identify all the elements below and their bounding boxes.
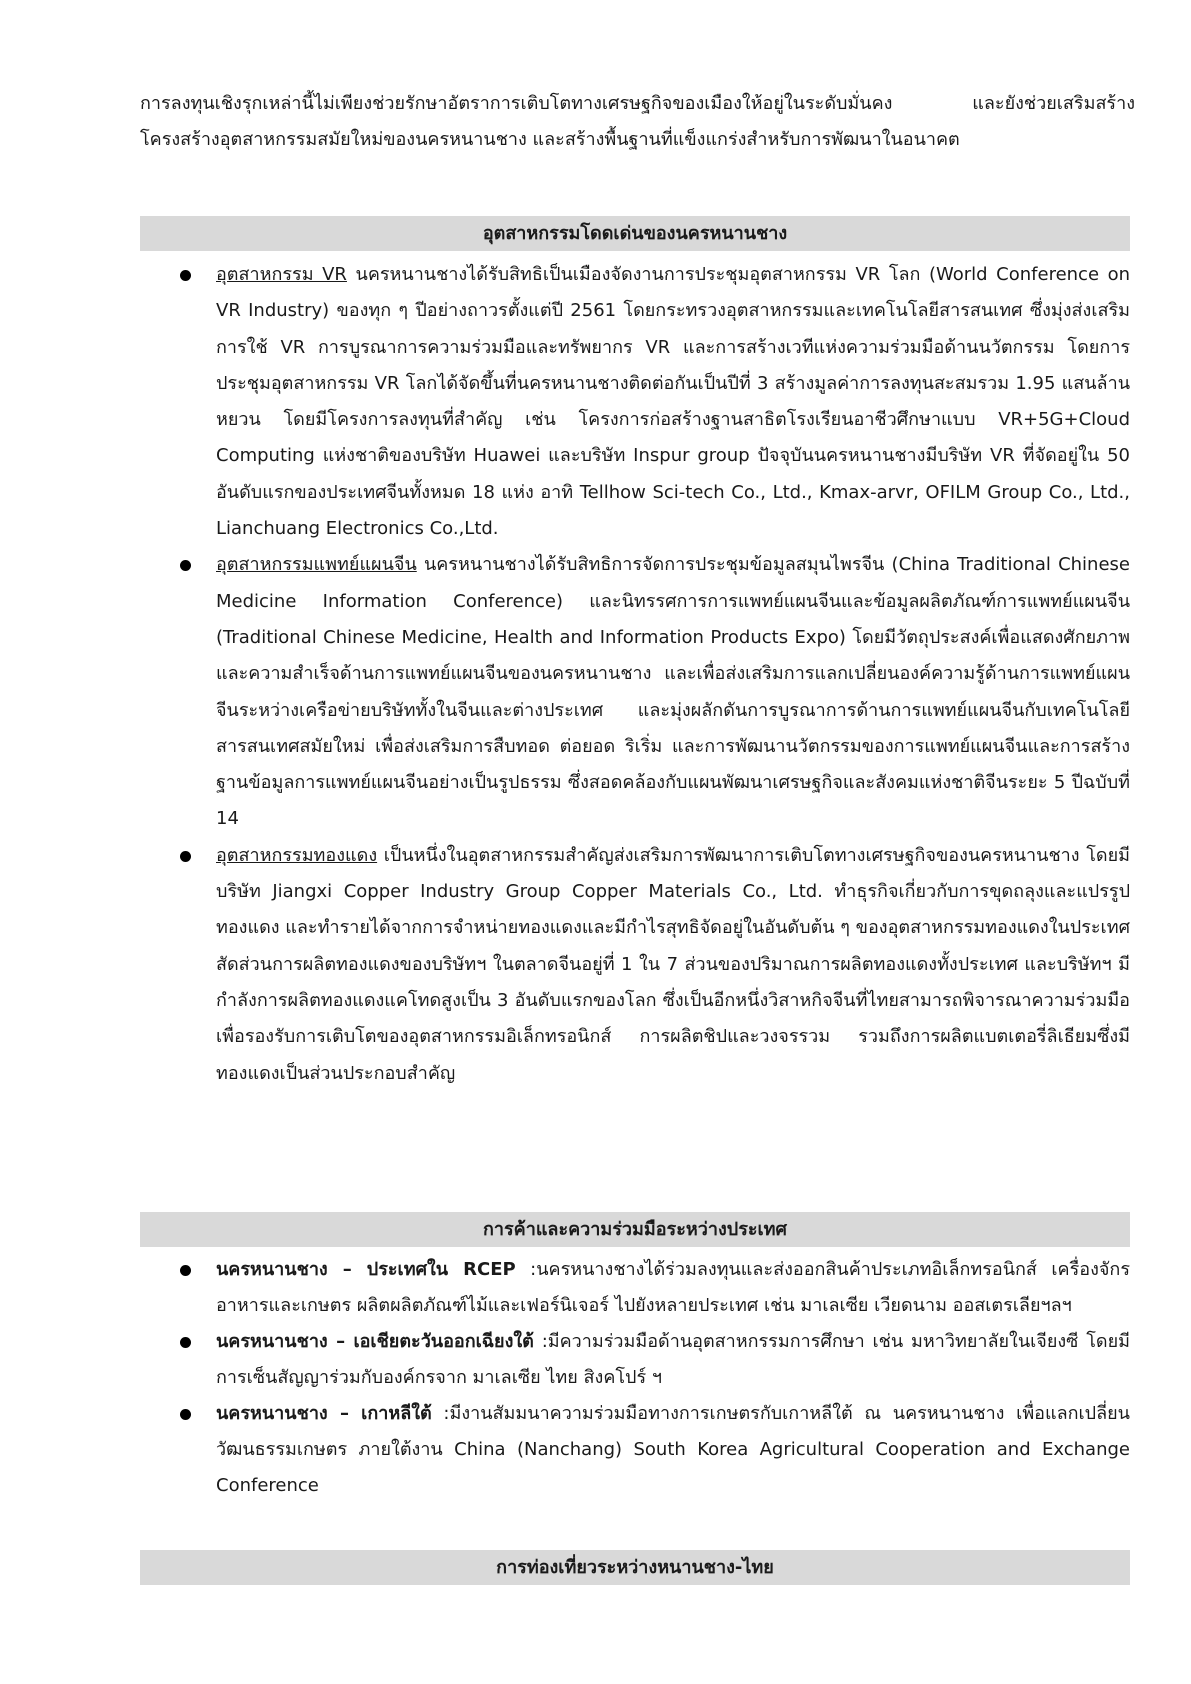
section-header-industries: อุตสาหกรรมโดดเด่นของนครหนานชาง: [140, 216, 1130, 251]
bullet-icon: [180, 1337, 191, 1348]
item-text: นครหนานชางได้รับสิทธิเป็นเมืองจัดงานการประชุมอุตสาหกรรม VR โลก (World Conference on VR Industry) ของทุก ๆ ปีอย่างถาวรตั้งแต่ปี 2561 โดยกระทรวงอุตสาหกรรมและเทคโนโลยีสารสนเทศ ซึ่งมุ่งส่งเสริมการใช้ VR การบูรณาการความร่วมมือและทรัพยากร VR และการสร้างเวทีแห่งความร่วมมือด้านนวัตกรรม โดยการประชุมอุตสาหกรรม VR โลกได้จัดขึ้นที่นครหนานชางติดต่อกันเป็นปีที่ 3 สร้างมูลค่าการลงทุนสะสมรวม 1.95 แสนล้านหยวน โดยมีโครงการลงทุนที่สำคัญ เช่น โครงการก่อสร้างฐานสาธิตโรงเรียนอาชีวศึกษาแบบ VR+5G+Cloud Computing แห่งชาติของบริษัท Huawei และบริษัท Inspur group ปัจจุบันนครหนานชางมีบริษัท VR ที่จัดอยู่ใน 50 อันดับแรกของประเทศจีนทั้งหมด 18 แห่ง อาทิ Tellhow Sci-tech Co., Ltd., Kmax-arvr, OFILM Group Co., Ltd., Lianchuang Electronics Co.,Ltd.: [216, 264, 1131, 540]
item-text: นครหนานชางได้รับสิทธิการจัดการประชุมข้อมูลสมุนไพรจีน (China Traditional Chinese Medicine Information Conference) และนิทรรศการการแพทย์แผนจีนและข้อมูลผลิตภัณฑ์การแพทย์แผนจีน (Traditional Chinese Medicine, Health and Information Products Expo) โดยมีวัตถุประสงค์เพื่อแสดงศักยภาพและความสำเร็จด้านการแพทย์แผนจีนของนครหนานชาง และเพื่อส่งเสริมการแลกเปลี่ยนองค์ความรู้ด้านการแพทย์แผนจีนระหว่างเครือข่ายบริษัททั้งในจีนและต่างประเทศ และมุ่งผลักดันการบูรณาการด้านการแพทย์แผนจีนกับเทคโนโลยีสารสนเทศสมัยใหม่ เพื่อส่งเสริมการสืบทอด ต่อยอด ริเริ่ม และการพัฒนานวัตกรรมของการแพทย์แผนจีนและการสร้างฐานข้อมูลการแพทย์แผนจีนอย่างเป็นรูปธรรม ซึ่งสอดคล้องกับแผนพัฒนาเศรษฐกิจและสังคมแห่งชาติจีนระยะ 5 ปีฉบับที่ 14: [216, 554, 1130, 830]
list-item-tcm: [140, 547, 1130, 837]
list-item-rcep: [140, 1252, 1130, 1324]
item-text: เป็นหนึ่งในอุตสาหกรรมสำคัญส่งเสริมการพัฒนาการเติบโตทางเศรษฐกิจของนครหนานชาง โดยมีบริษัท Jiangxi Copper Industry Group Copper Materials Co., Ltd. ทำธุรกิจเกี่ยวกับการขุดถลุงและแปรรูปทองแดง และทำรายได้จากการจำหน่ายทองแดงและมีกำไรสุทธิจัดอยู่ในอันดับต้น ๆ ของอุตสาหกรรมทองแดงในประเทศ สัดส่วนการผลิตทองแดงของบริษัทฯ ในตลาดจีนอยู่ที่ 1 ใน 7 ส่วนของปริมาณการผลิตทองแดงทั้งประเทศ และบริษัทฯ มีกำลังการผลิตทองแดงแคโทดสูงเป็น 3 อันดับแรกของโลก ซึ่งเป็นอีกหนึ่งวิสาหกิจจีนที่ไทยสามารถพิจารณาความร่วมมือ เพื่อรองรับการเติบโตของอุตสาหกรรมอิเล็กทรอนิกส์ การผลิตชิปและวงจรรวม รวมถึงการผลิตแบตเตอรี่ลิเธียมซึ่งมีทองแดงเป็นส่วนประกอบสำคัญ: [216, 844, 1130, 1084]
item-heading: อุตสาหกรรมแพทย์แผนจีน: [216, 554, 417, 576]
list-item-vr: [140, 257, 1130, 547]
bullet-icon: [180, 1409, 191, 1420]
trade-list: [140, 1252, 1130, 1504]
item-heading: นครหนานชาง – เอเชียตะวันออกเฉียงใต้: [216, 1331, 534, 1352]
bullet-icon: [180, 851, 191, 862]
item-text: :นครหนางชางได้ร่วมลงทุนและส่งออกสินค้าประเภทอิเล็กทรอนิกส์ เครื่องจักร อาหารและเกษตร ผลิตผลิตภัณฑ์ไม้และเฟอร์นิเจอร์ ไปยังหลายประเทศ เช่น มาเลเซีย เวียดนาม ออสเตรเลียฯลฯ: [216, 1259, 1130, 1316]
intro-paragraph: การลงทุนเชิงรุกเหล่านี้ไม่เพียงช่วยรักษาอัตราการเติบโตทางเศรษฐกิจของเมืองให้อยู่ในระดับมั่นคง และยังช่วยเสริมสร้างโครงสร้างอุตสาหกรรมสมัยใหม่ของนครหนานชาง และสร้างพื้นฐานที่แข็งแกร่งสำหรับการพัฒนาในอนาคต: [140, 93, 1135, 150]
item-heading: อุตสาหกรรม VR: [216, 264, 347, 285]
item-heading: อุตสาหกรรมทองแดง: [216, 844, 378, 866]
list-item-southeast-asia: [140, 1324, 1130, 1396]
section-header-tourism: การท่องเที่ยวระหว่างหนานชาง-ไทย: [140, 1550, 1130, 1585]
list-item-south-korea: [140, 1396, 1130, 1504]
bullet-icon: [180, 270, 191, 281]
bullet-icon: [180, 560, 191, 571]
industries-list: [140, 257, 1130, 1092]
list-item-copper: [140, 838, 1130, 1092]
bullet-icon: [180, 1265, 191, 1276]
item-heading: นครหนานชาง – เกาหลีใต้: [216, 1403, 432, 1424]
item-heading: นครหนานชาง – ประเทศใน RCEP: [216, 1259, 516, 1280]
section-header-trade: การค้าและความร่วมมือระหว่างประเทศ: [140, 1212, 1130, 1247]
item-text: :มีความร่วมมือด้านอุตสาหกรรมการศึกษา เช่น มหาวิทยาลัยในเจียงซี โดยมีการเซ็นสัญญาร่วมกับองค์กรจาก มาเลเซีย ไทย สิงคโปร์ ฯ: [216, 1331, 1131, 1388]
item-text: :มีงานสัมมนาความร่วมมือทางการเกษตรกับเกาหลีใต้ ณ นครหนานชาง เพื่อแลกเปลี่ยนวัฒนธรรมเกษตร ภายใต้งาน China (Nanchang) South Korea Agricultural Cooperation and Exchange Conference: [216, 1403, 1130, 1496]
